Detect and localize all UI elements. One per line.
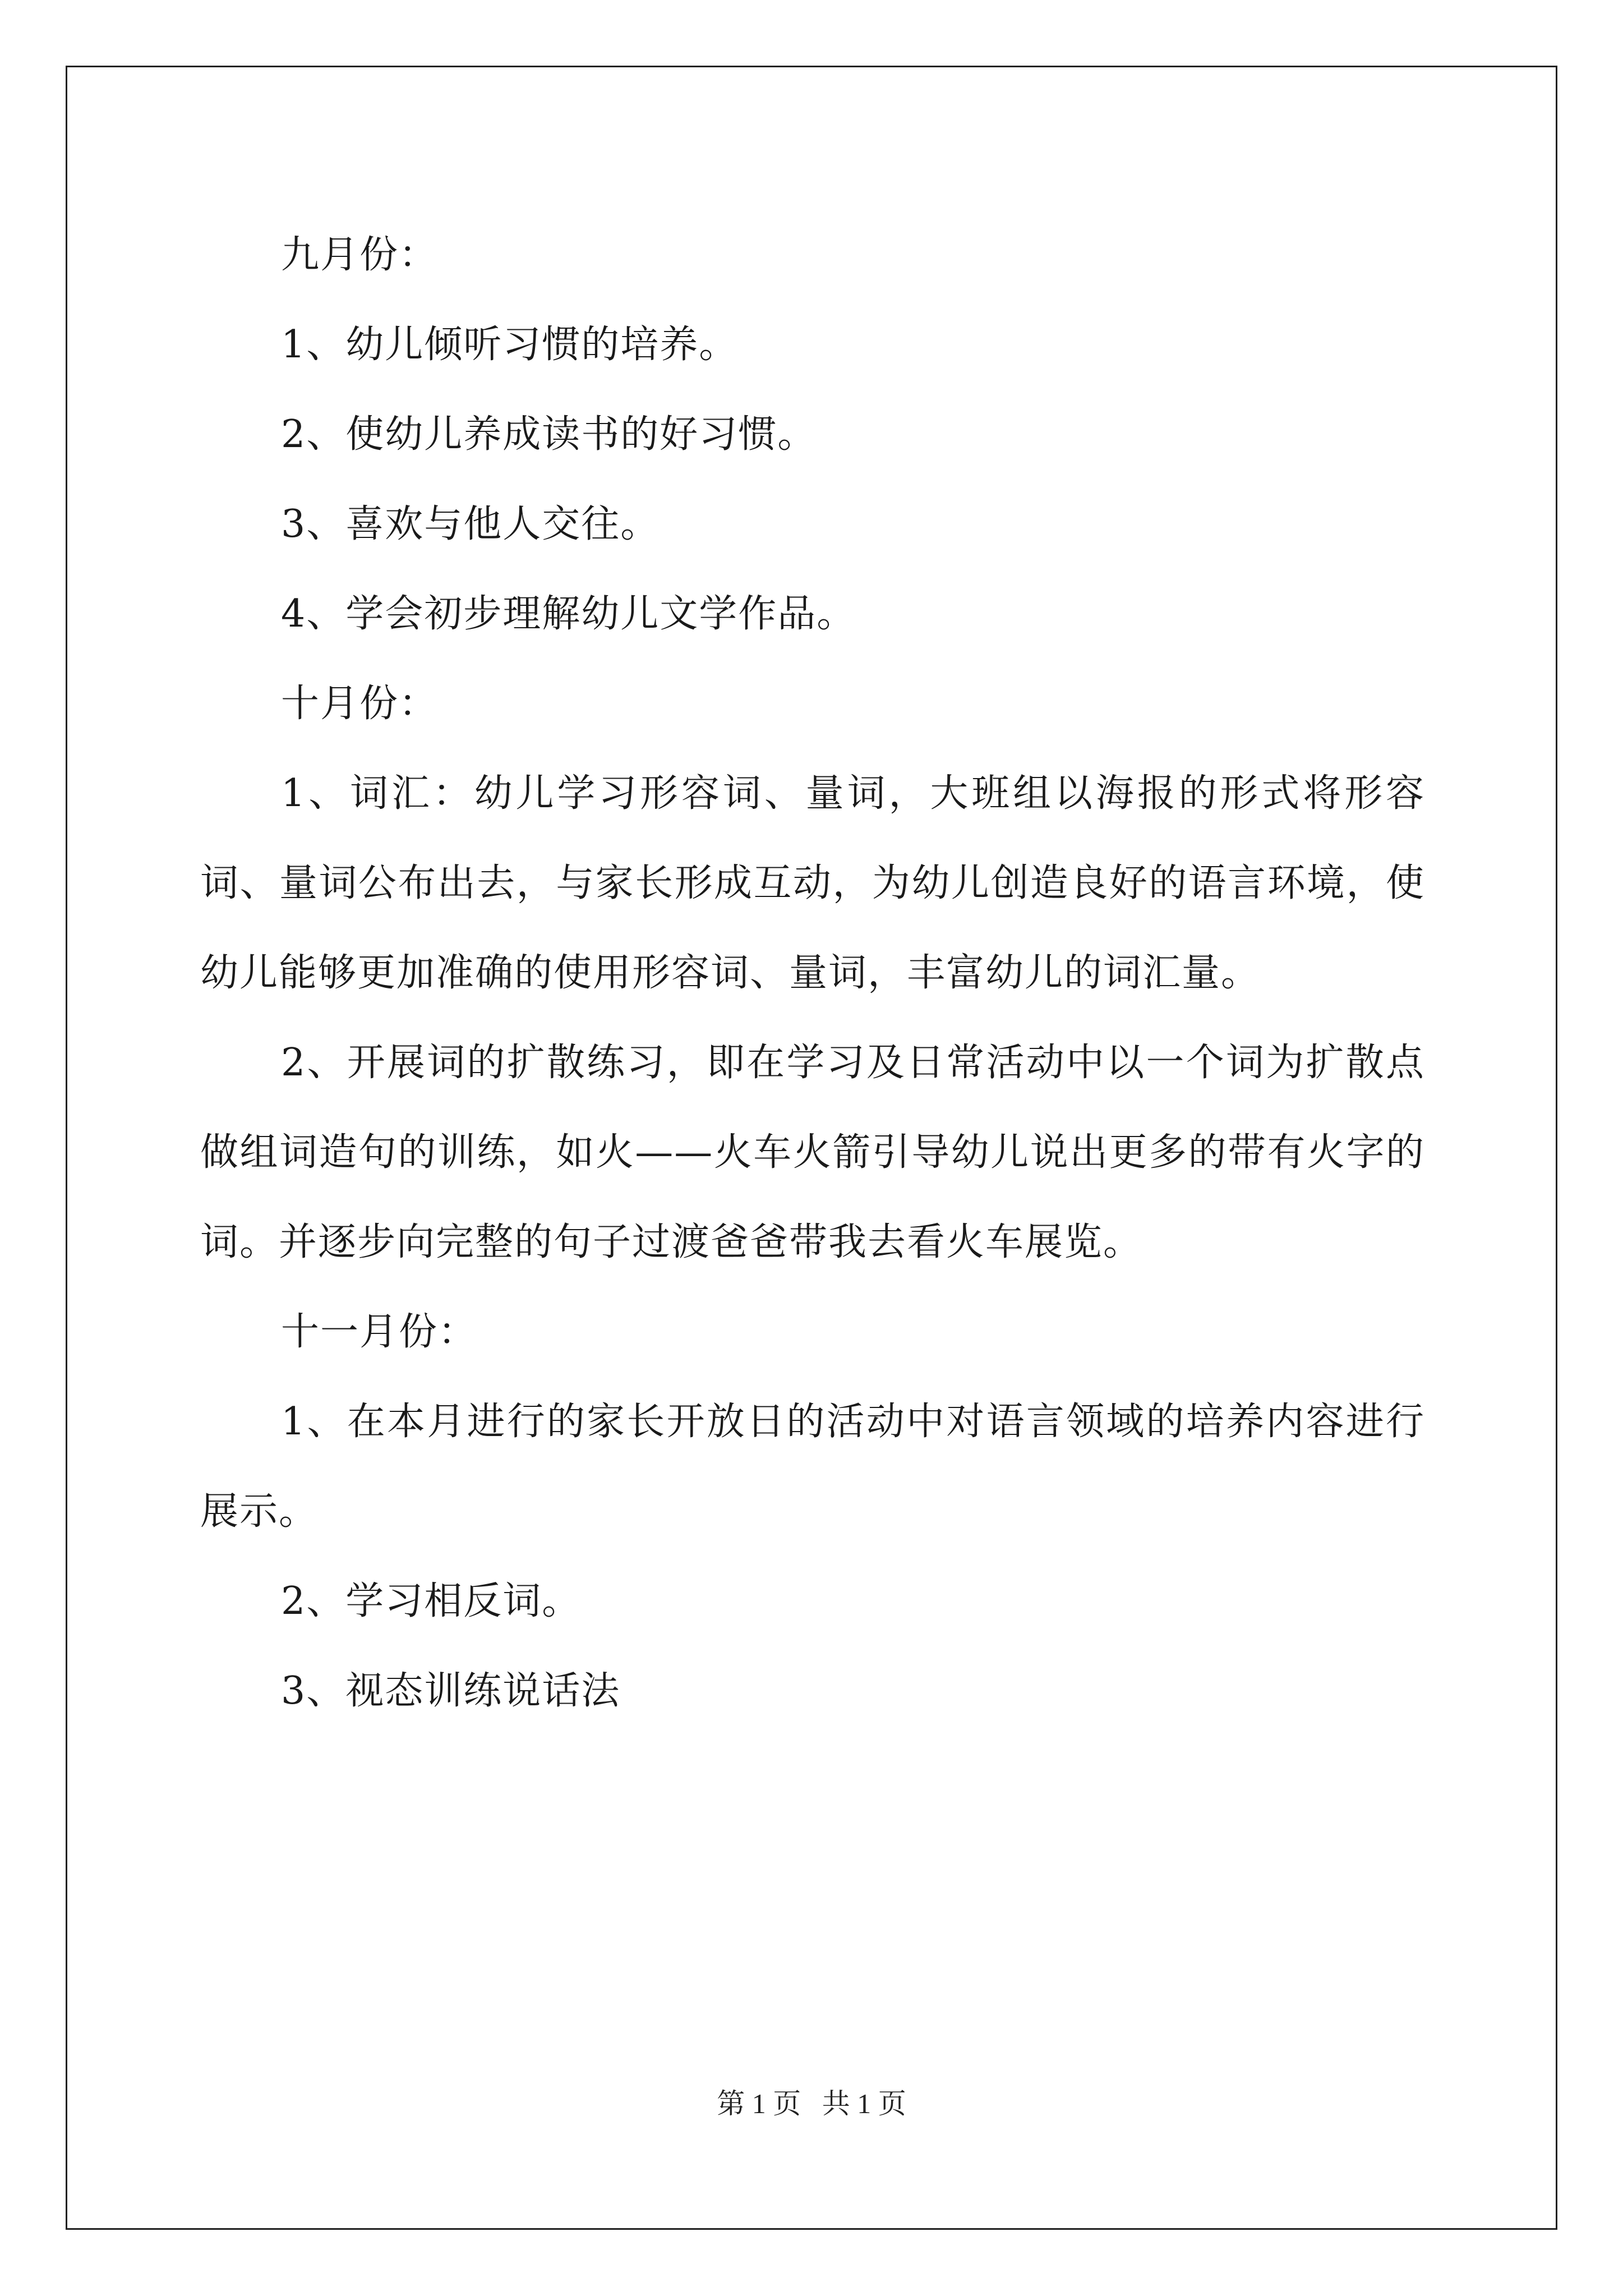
document-body [200, 210, 1425, 1736]
heading-october: 十月份： [281, 682, 439, 726]
page-number-footer: 第 1 页 共 1 页 [717, 2088, 906, 2119]
paragraph: 2、学习相反词。 [281, 1579, 582, 1623]
heading-september: 九月份： [281, 233, 439, 277]
paragraph: 3、视态训练说话法 [281, 1669, 621, 1713]
paragraph: 3、喜欢与他人交往。 [281, 502, 660, 546]
paragraph: 2、开展词的扩散练习，即在学习及日常活动中以一个词为扩散点做组词造句的训练，如火——火车火箭引导幼儿说出更多的带有火字的词。并逐步向完整的句子过渡爸爸带我去看火车展览。 [200, 1041, 1425, 1264]
paragraph: 1、词汇：幼儿学习形容词、量词，大班组以海报的形式将形容词、量词公布出去，与家长形成互动，为幼儿创造良好的语言环境，使幼儿能够更加准确的使用形容词、量词，丰富幼儿的词汇量。 [200, 771, 1425, 995]
paragraph: 4、学会初步理解幼儿文学作品。 [281, 592, 856, 636]
paragraph: 1、在本月进行的家长开放日的活动中对语言领域的培养内容进行展示。 [200, 1400, 1425, 1534]
paragraph: 2、使幼儿养成读书的好习惯。 [281, 412, 817, 457]
paragraph: 1、幼儿倾听习惯的培养。 [281, 323, 739, 367]
heading-november: 十一月份： [281, 1310, 478, 1354]
